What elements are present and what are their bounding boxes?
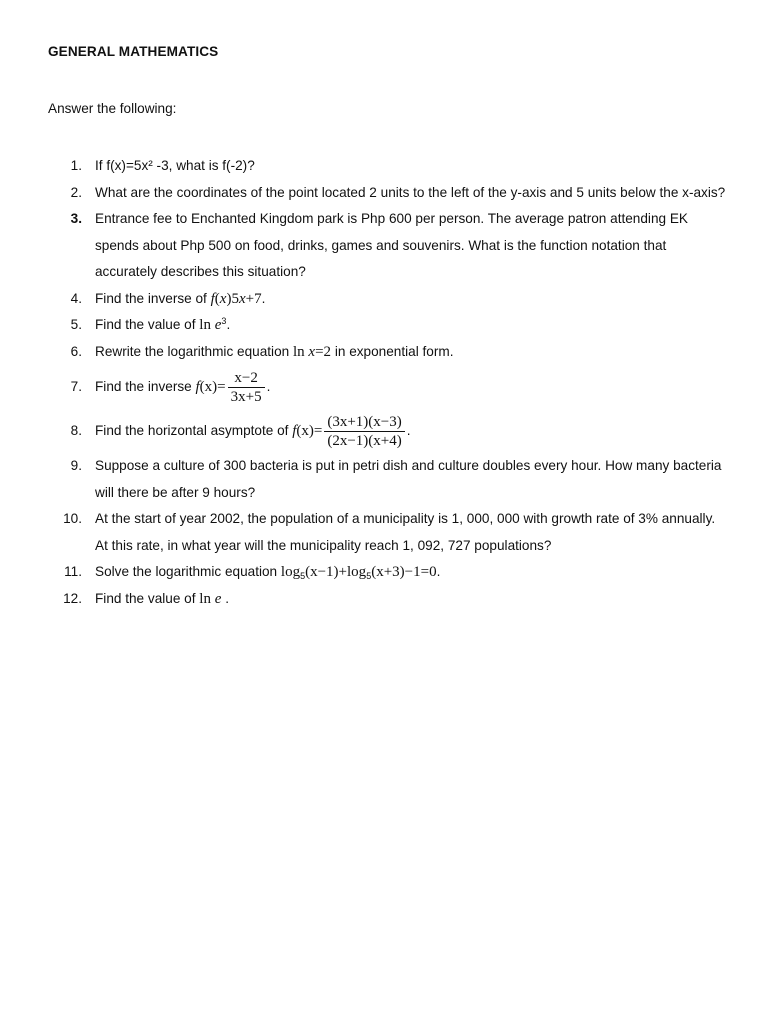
question-text: Find the inverse of [95, 290, 211, 306]
list-item: 6. Rewrite the logarithmic equation ln x=2 in exponential form. [48, 339, 728, 366]
math-expression: f(x)5x+7 [210, 290, 262, 307]
question-number: 7. [70, 379, 82, 394]
list-item: 7. Find the inverse f(x)= $\frac{x-2}{3x+5}$ . [48, 365, 728, 409]
question-text: If f(x)=5x² -3, what is f(-2)? [95, 158, 255, 173]
question-number: 8. [70, 423, 82, 438]
question-text: Find the value of [95, 590, 200, 606]
question-text: Rewrite the logarithmic equation [95, 343, 293, 359]
list-item [48, 506, 728, 559]
document-title: GENERAL MATHEMATICS [48, 44, 219, 59]
math-expression: ln e [199, 590, 222, 607]
list-item: 5. Find the value of $\ln e^3$. [48, 312, 728, 339]
question-number: 9. [70, 458, 82, 473]
list-item: 8. Find the horizontal asymptote of f(x)= $\frac{(3x+1)(x-3)}{(2x-1)(x+4)}$ . [48, 409, 728, 453]
question-text: Find the value of [95, 317, 200, 332]
question-number: 10. [63, 511, 82, 526]
question-text: Suppose a culture of 300 bacteria is put in petri dish and culture doubles every hour. How many bacteria will there be after 9 hours? [95, 458, 722, 500]
question-number: 3. [70, 211, 82, 226]
question-number: 1. [70, 158, 82, 173]
question-text: What are the coordinates of the point located 2 units to the left of the y-axis and 5 units below the x-axis? [95, 184, 726, 200]
question-text: Solve the logarithmic equation [95, 564, 281, 579]
math-expression: $\ln e^3$ [199, 316, 227, 333]
fraction: $\frac{(3x+1)(x-3)}{(2x-1)(x+4)}$ [324, 414, 404, 449]
list-item [48, 206, 728, 286]
question-number: 12. [63, 590, 82, 606]
math-expression: ln x=2 [292, 343, 332, 360]
question-text: Find the inverse [95, 379, 196, 394]
math-expression: f(x)= $\frac{x-2}{3x+5}$ [196, 379, 267, 394]
math-expression: f(x)= $\frac{(3x+1)(x-3)}{(2x-1)(x+4)}$ [292, 423, 407, 438]
question-text: Entrance fee to Enchanted Kingdom park is Php 600 per person. The average patron attending EK spends about Php 500 on food, drinks, games and souvenirs. What is the function notation that accurately describes this situation? [95, 211, 688, 279]
fraction: $\frac{x-2}{3x+5}$ [228, 370, 265, 405]
list-item: 4. Find the inverse of f(x)5x+7. [48, 286, 728, 313]
question-number: 6. [70, 343, 82, 359]
question-list [48, 153, 728, 612]
question-number: 2. [70, 184, 82, 200]
question-number: 5. [70, 317, 82, 332]
instructions: Answer the following: [48, 101, 177, 116]
list-item [48, 453, 728, 506]
list-item [48, 180, 728, 207]
list-item: 12. Find the value of ln e . [48, 586, 728, 613]
question-text: Find the horizontal asymptote of [95, 423, 293, 438]
list-item [48, 153, 728, 180]
question-number: 4. [70, 290, 82, 306]
math-expression: $\log_5(x-1)+\log_5(x+3)-1=0$ [280, 564, 437, 581]
list-item: 11. Solve the logarithmic equation $\log_5(x-1)+\log_5(x+3)-1=0$. [48, 559, 728, 586]
question-number: 11. [64, 564, 82, 579]
question-text: At the start of year 2002, the population of a municipality is 1, 000, 000 with growth rate of 3% annually. At this rate, in what year will the municipality reach 1, 092, 727 populations? [95, 511, 716, 553]
